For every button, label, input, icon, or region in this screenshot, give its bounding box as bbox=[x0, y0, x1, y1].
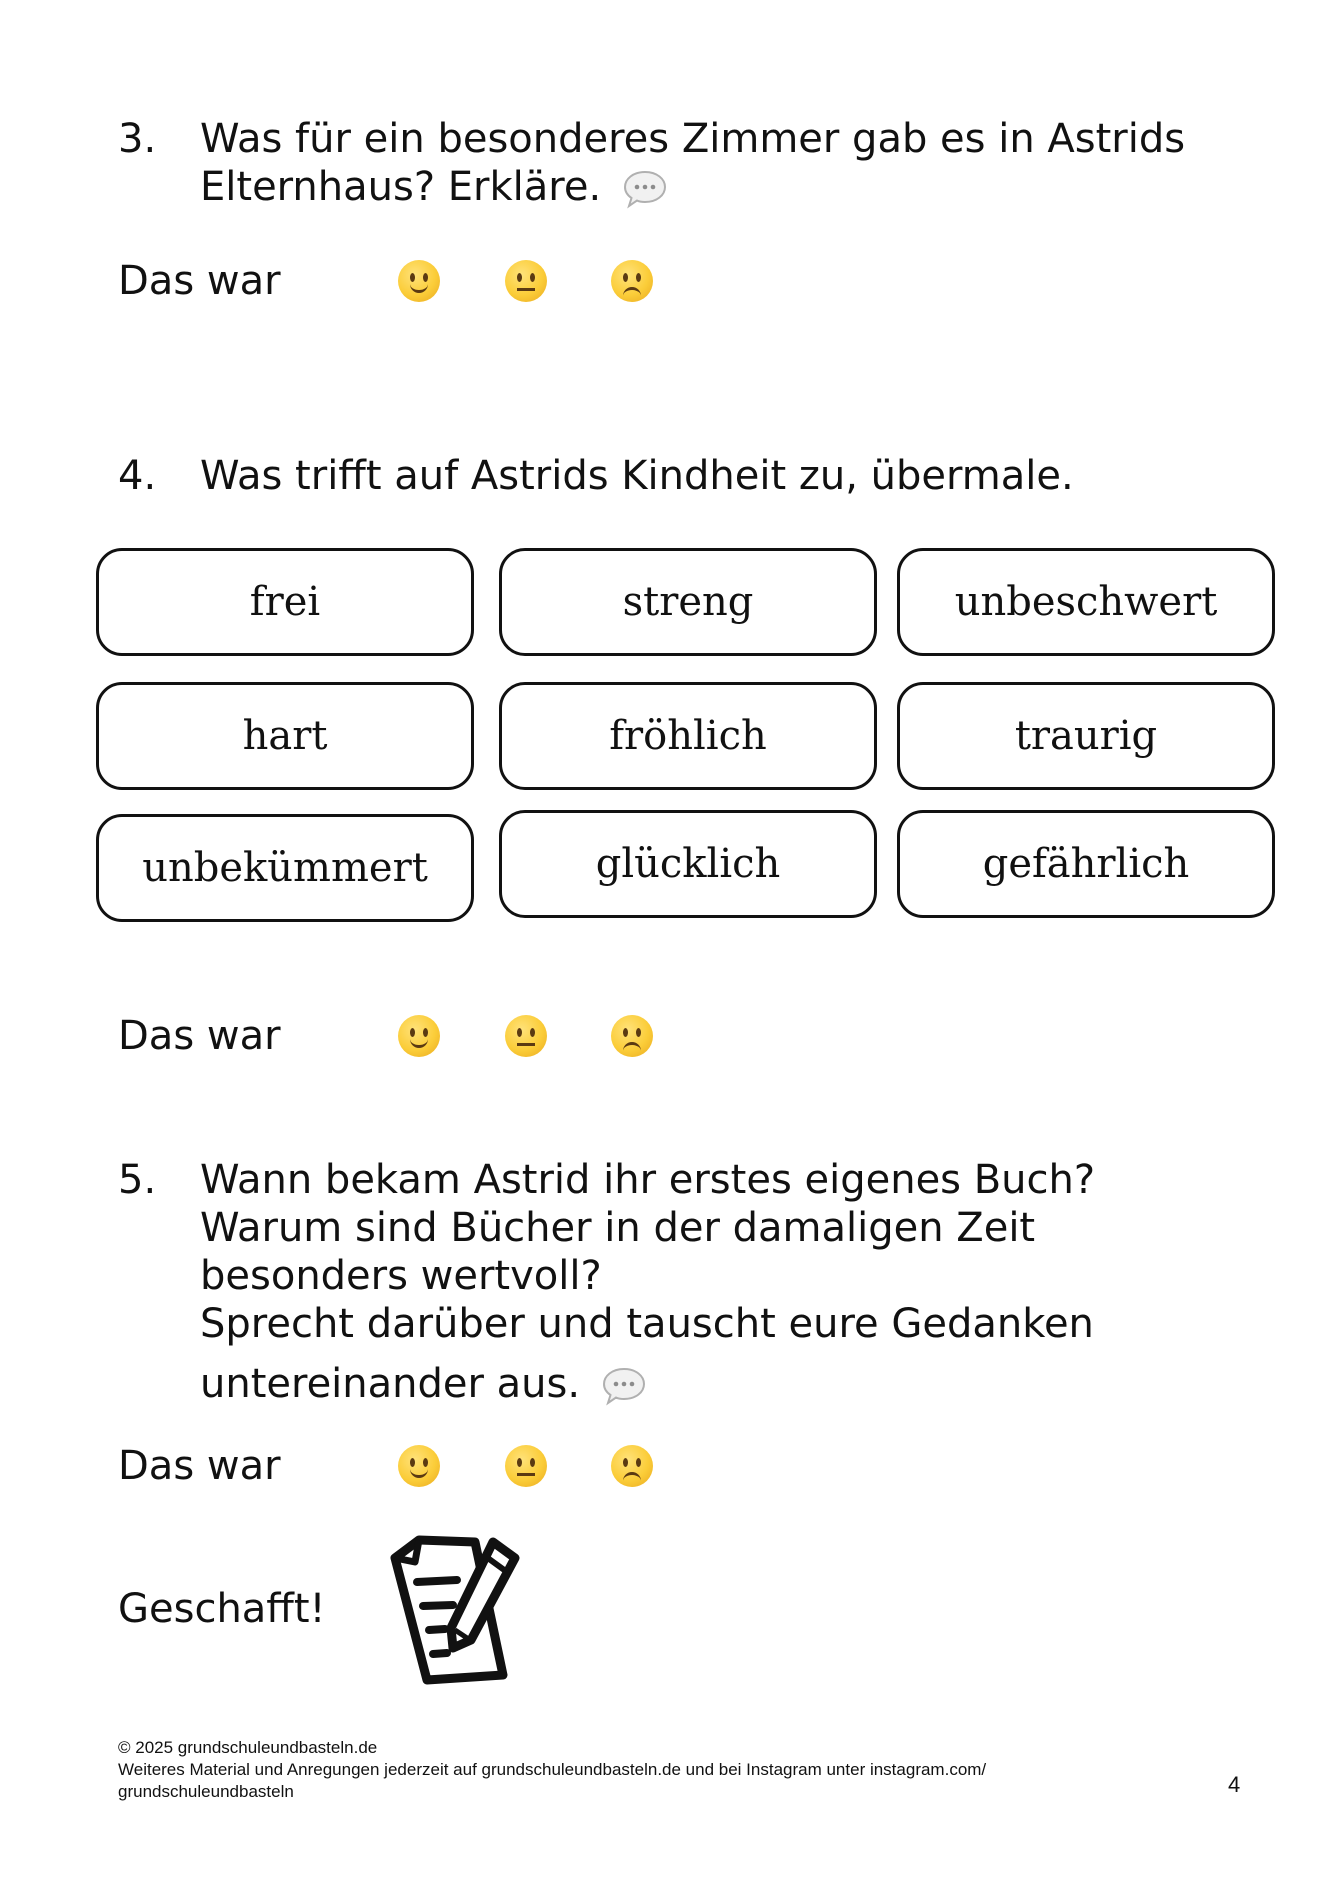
question-line: untereinander aus. bbox=[200, 1361, 581, 1407]
smiling-face-icon[interactable] bbox=[398, 260, 440, 302]
question-line: Sprecht darüber und tauscht eure Gedanken bbox=[200, 1301, 1094, 1347]
question-number: 4. bbox=[118, 453, 157, 499]
speech-bubble-icon bbox=[622, 169, 668, 209]
question-number: 3. bbox=[118, 116, 157, 162]
word-box-frei[interactable]: frei bbox=[96, 548, 474, 656]
question-line: Was für ein besonderes Zimmer gab es in Astrids bbox=[200, 116, 1186, 162]
rating-label: Das war bbox=[118, 1013, 281, 1059]
self-rating-4 bbox=[118, 1010, 653, 1060]
frowning-face-icon[interactable] bbox=[611, 1015, 653, 1057]
rating-label: Das war bbox=[118, 258, 281, 304]
frowning-face-icon[interactable] bbox=[611, 1445, 653, 1487]
page-number: 4 bbox=[1228, 1772, 1241, 1797]
question-line: Elternhaus? Erkläre. bbox=[200, 164, 602, 210]
self-rating-3 bbox=[118, 255, 653, 305]
word-box-hart[interactable]: hart bbox=[96, 682, 474, 790]
question-line: Was trifft auf Astrids Kindheit zu, übermale. bbox=[200, 453, 1074, 499]
neutral-face-icon[interactable] bbox=[505, 1445, 547, 1487]
footer bbox=[118, 1737, 986, 1803]
question-line: Warum sind Bücher in der damaligen Zeit bbox=[200, 1205, 1036, 1251]
word-box-streng[interactable]: streng bbox=[499, 548, 877, 656]
frowning-face-icon[interactable] bbox=[611, 260, 653, 302]
neutral-face-icon[interactable] bbox=[505, 260, 547, 302]
speech-bubble-icon bbox=[601, 1366, 647, 1406]
word-box-gluecklich[interactable]: glücklich bbox=[499, 810, 877, 918]
smiling-face-icon[interactable] bbox=[398, 1445, 440, 1487]
question-text bbox=[200, 115, 1260, 211]
self-rating-5 bbox=[118, 1440, 653, 1490]
smiling-face-icon[interactable] bbox=[398, 1015, 440, 1057]
neutral-face-icon[interactable] bbox=[505, 1015, 547, 1057]
question-text bbox=[200, 1156, 1260, 1408]
word-grid bbox=[96, 548, 1280, 928]
word-box-unbekuemmert[interactable]: unbekümmert bbox=[96, 814, 474, 922]
word-box-froehlich[interactable]: fröhlich bbox=[499, 682, 877, 790]
word-box-unbeschwert[interactable]: unbeschwert bbox=[897, 548, 1275, 656]
word-box-traurig[interactable]: traurig bbox=[897, 682, 1275, 790]
question-line: Wann bekam Astrid ihr erstes eigenes Buch? bbox=[200, 1157, 1096, 1203]
question-text bbox=[200, 452, 1260, 500]
word-box-gefaehrlich[interactable]: gefährlich bbox=[897, 810, 1275, 918]
question-line: besonders wertvoll? bbox=[200, 1253, 602, 1299]
question-number: 5. bbox=[118, 1157, 157, 1203]
done-label: Geschafft! bbox=[118, 1586, 326, 1632]
footer-copyright: © 2025 grundschuleundbasteln.de bbox=[118, 1738, 378, 1757]
footer-line: Weiteres Material und Anregungen jederzeit auf grundschuleundbasteln.de und bei Instagram unter instagram.com/ bbox=[118, 1760, 987, 1779]
worksheet-pencil-icon bbox=[375, 1530, 535, 1690]
rating-label: Das war bbox=[118, 1443, 281, 1489]
footer-line: grundschuleundbasteln bbox=[118, 1782, 294, 1801]
